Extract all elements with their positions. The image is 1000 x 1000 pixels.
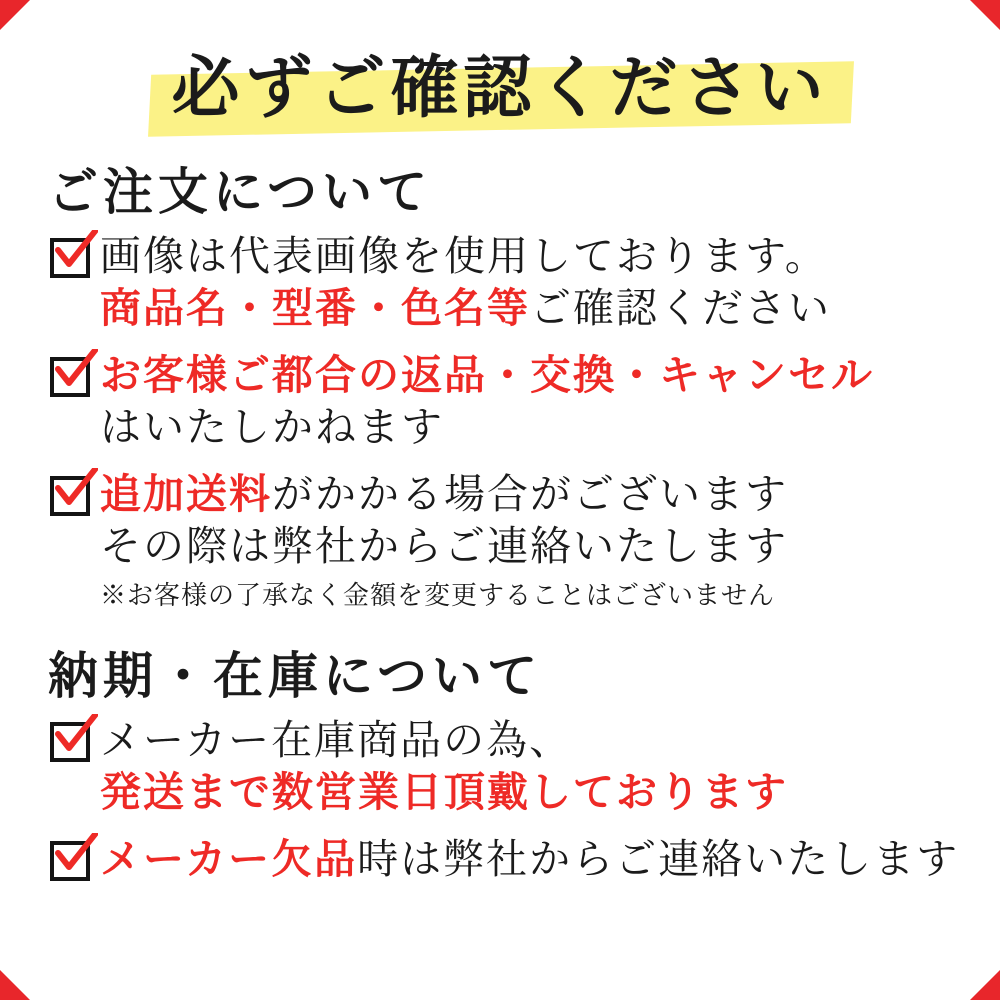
plain-text: ご確認ください xyxy=(530,285,831,332)
list-item-line: はいたしかねます xyxy=(100,404,444,451)
list-item-line: メーカー在庫商品の為、 xyxy=(100,716,573,763)
checkbox-checked-icon xyxy=(50,841,90,881)
checkbox-checked-icon xyxy=(50,238,90,278)
list-item-line xyxy=(100,282,960,334)
list-item-line: 画像は代表画像を使用しております。 xyxy=(100,233,828,279)
checkbox-checked-icon xyxy=(50,357,90,397)
section-heading-order: ご注文について xyxy=(48,164,432,220)
banner xyxy=(40,34,960,142)
page-title: 必ずご確認ください xyxy=(171,50,829,126)
corner-decoration-bottom-right xyxy=(970,970,1000,1000)
emphasis-text: 商品名・型番・色名等 xyxy=(100,285,530,332)
corner-decoration-top-left xyxy=(0,0,30,30)
checkbox-checked-icon xyxy=(50,476,90,516)
checkbox-checked-icon xyxy=(50,722,90,762)
list-item-line xyxy=(100,833,960,885)
section-heading-delivery: 納期・在庫について xyxy=(48,647,542,704)
corner-decoration-bottom-left xyxy=(0,970,30,1000)
list-item-line: 発送まで数営業日頂戴しております xyxy=(100,769,788,816)
list-item xyxy=(50,833,960,885)
list-item-line: お客様ご都合の返品・交換・キャンセル xyxy=(100,351,874,398)
emphasis-text: メーカー欠品 xyxy=(100,835,358,882)
list-item xyxy=(50,468,960,612)
plain-text: がかかる場合がございます xyxy=(272,470,788,517)
list-item xyxy=(50,714,960,819)
corner-decoration-top-right xyxy=(970,0,1000,30)
list-item xyxy=(50,349,960,454)
list-item-note: ※お客様の了承なく金額を変更することはございません xyxy=(100,580,776,610)
list-item xyxy=(50,230,960,335)
emphasis-text: 追加送料 xyxy=(100,470,272,517)
list-item-line: その際は弊社からご連絡いたします xyxy=(100,523,788,570)
plain-text: 時は弊社からご連絡いたします xyxy=(357,835,960,882)
list-item-line xyxy=(100,468,960,520)
